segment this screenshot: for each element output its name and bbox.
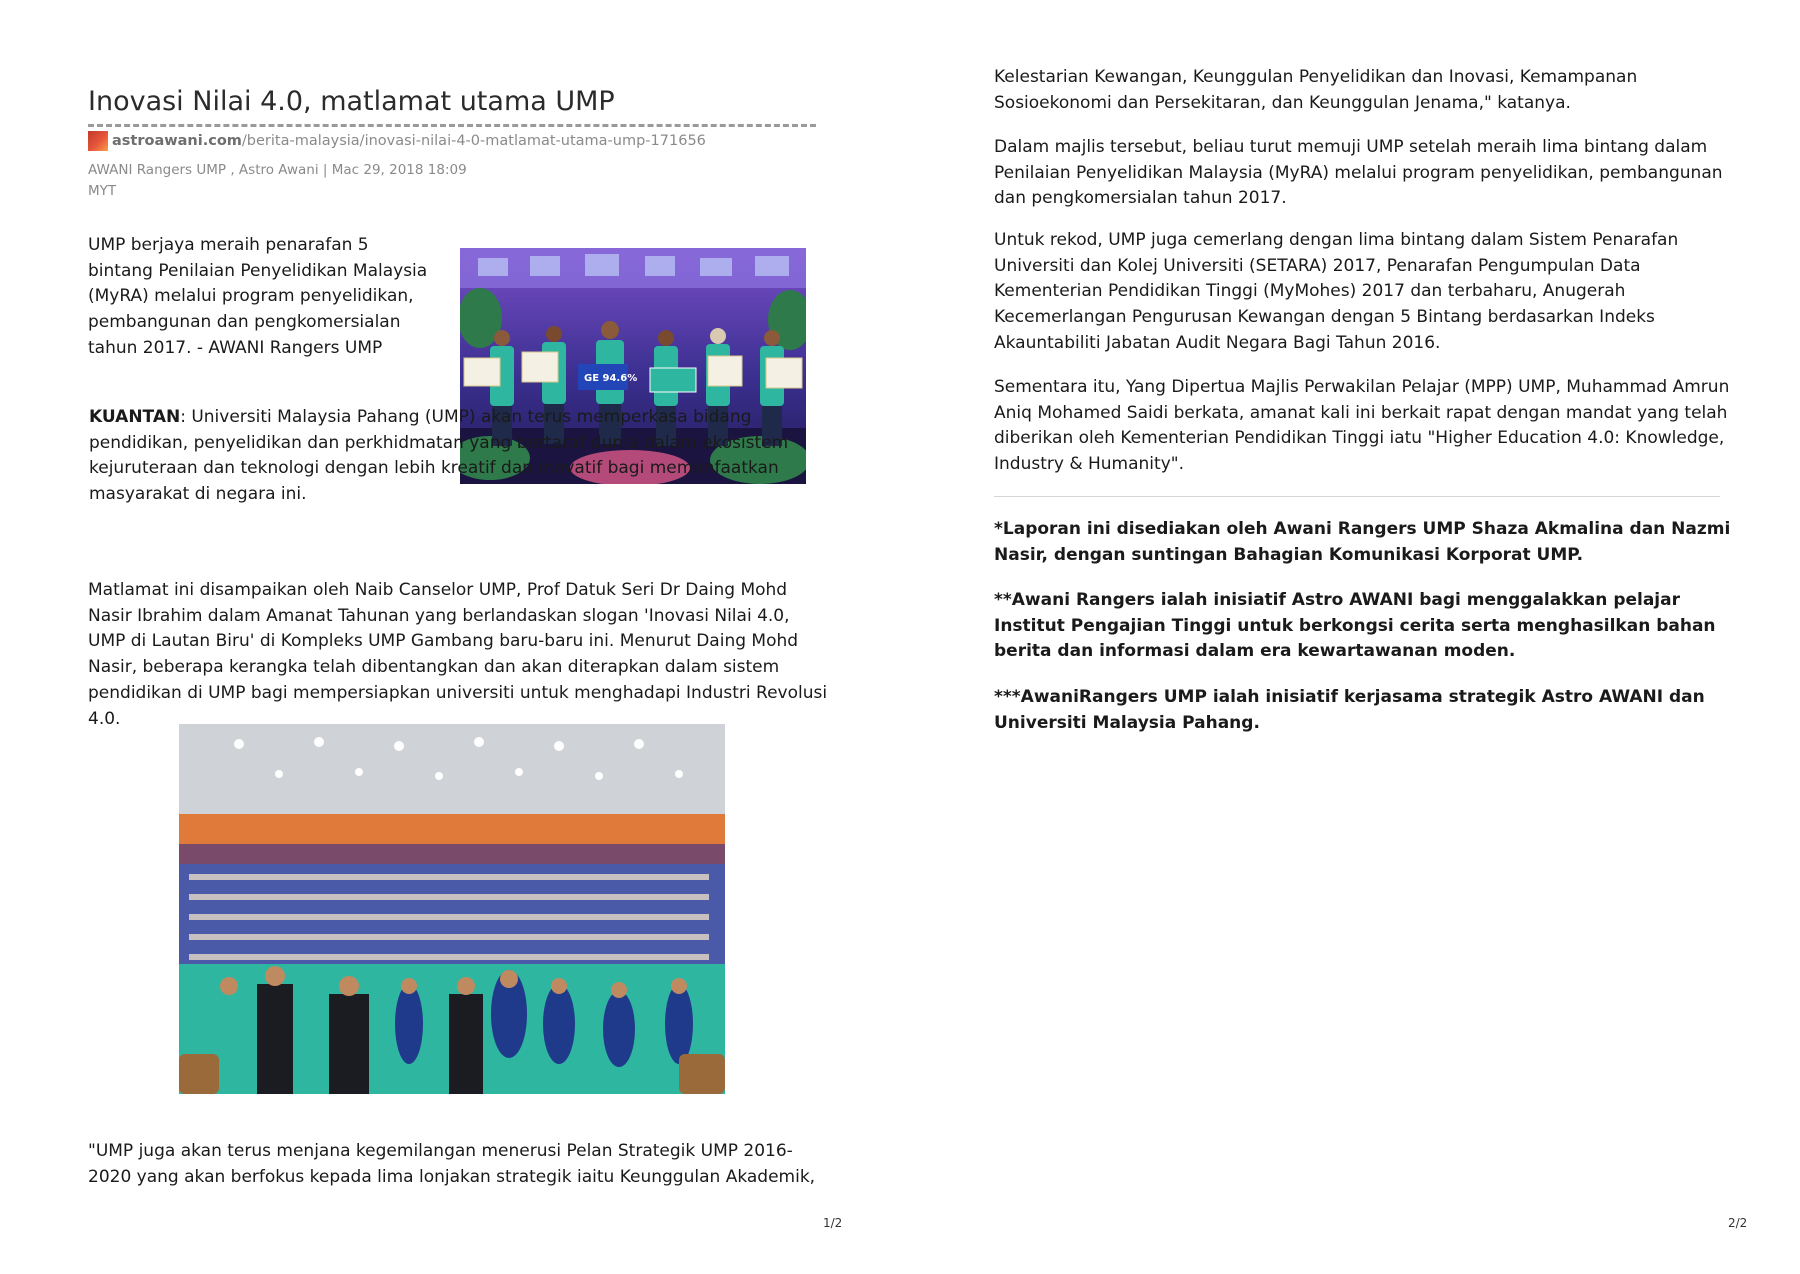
footnote-report: *Laporan ini disediakan oleh Awani Rangers UMP Shaza Akmalina dan Nazmi Nasir, dengan suntingan Bahagian Komunikasi Korporat UMP. bbox=[994, 519, 1731, 565]
footnote-collaboration: ***AwaniRangers UMP ialah inisiatif kerjasama strategik Astro AWANI dan Universiti Malaysia Pahang. bbox=[994, 687, 1705, 733]
page-2 bbox=[900, 0, 1800, 1274]
quote-continued: Kelestarian Kewangan, Keunggulan Penyelidikan dan Inovasi, Kemampanan Sosioekonomi dan Persekitaran, dan Keunggulan Jenama," katanya. bbox=[994, 67, 1638, 113]
divider bbox=[994, 496, 1720, 497]
page-number: 2/2 bbox=[1728, 1216, 1748, 1230]
paragraph-amanat: Matlamat ini disampaikan oleh Naib Canselor UMP, Prof Datuk Seri Dr Daing Mohd Nasir Ibrahim dalam Amanat Tahunan yang berlandaskan slogan 'Inovasi Nilai 4.0, UMP di Lautan Biru' di Kompleks UMP Gambang baru-baru ini. Menurut Daing Mohd Nasir, beberapa kerangka telah dibentangkan dan akan diterapkan dalam sistem pendidikan di UMP bagi mempersiapkan universiti untuk menghadapi Industri Revolusi 4.0. bbox=[88, 580, 828, 729]
source-path: /berita-malaysia/inovasi-nilai-4-0-matlamat-utama-ump-171656 bbox=[241, 133, 706, 149]
award-sign-text: GE 94.6% bbox=[584, 373, 638, 384]
astroawani-favicon-icon bbox=[88, 131, 108, 151]
source-line bbox=[88, 131, 706, 151]
paragraph-mpp: Sementara itu, Yang Dipertua Majlis Perwakilan Pelajar (MPP) UMP, Muhammad Amrun Aniq Mohamed Saidi berkata, amanat kali ini berkait rapat dengan mandat yang telah diberikan oleh Kementerian Pendidikan Tinggi iatu "Higher Education 4.0: Knowledge, Industry & Humanity". bbox=[994, 377, 1730, 475]
lead-text: : Universiti Malaysia Pahang (UMP) akan terus memperkasa bidang pendidikan, penyelidikan dan perkhidmatan yang bertaraf dunia dalam ekosistem kejuruteraan dan teknologi dengan lebih kreatif dan inovatif bagi memanfaatkan masyarakat di negara ini. bbox=[89, 407, 789, 505]
quote-paragraph: "UMP juga akan terus menjana kegemilangan menerusi Pelan Strategik UMP 2016-2020 yang akan berfokus kepada lima lonjakan strategik iaitu Keunggulan Akademik, bbox=[88, 1141, 816, 1187]
article-title: Inovasi Nilai 4.0, matlamat utama UMP bbox=[88, 84, 816, 127]
dateline: KUANTAN bbox=[89, 407, 181, 427]
footnote-awani-rangers: **Awani Rangers ialah inisiatif Astro AWANI bagi menggalakkan pelajar Institut Pengajian Tinggi untuk berkongsi cerita serta menghasilkan bahan berita dan informasi dalam era kewartawanan moden. bbox=[994, 590, 1716, 662]
source-domain: astroawani.com bbox=[112, 133, 242, 149]
paragraph-praise: Dalam majlis tersebut, beliau turut memuji UMP setelah meraih lima bintang dalam Penilaian Penyelidikan Malaysia (MyRA) melalui program penyelidikan, pembangunan dan pengkomersialan tahun 2017. bbox=[994, 137, 1723, 209]
audience-hall-photo bbox=[179, 724, 725, 1094]
byline-meta: AWANI Rangers UMP , Astro Awani | Mac 29, 2018 18:09 MYT bbox=[88, 162, 467, 199]
lead-paragraph bbox=[88, 405, 828, 508]
paragraph-record: Untuk rekod, UMP juga cemerlang dengan lima bintang dalam Sistem Penarafan Universiti dan Kolej Universiti (SETARA) 2017, Penarafan Pengumpulan Data Kementerian Pendidikan Tinggi (MyMohes) 2017 dan terbaharu, Anugerah Kecemerlangan Pengurusan Kewangan dengan 5 Bintang berdasarkan Indeks Akauntabiliti Jabatan Audit Negara Bagi Tahun 2016. bbox=[994, 230, 1679, 353]
page-number: 1/2 bbox=[823, 1216, 843, 1230]
image-caption: UMP berjaya meraih penarafan 5 bintang Penilaian Penyelidikan Malaysia (MyRA) melalui program penyelidikan, pembangunan dan pengkomersialan tahun 2017. - AWANI Rangers UMP bbox=[88, 235, 428, 358]
